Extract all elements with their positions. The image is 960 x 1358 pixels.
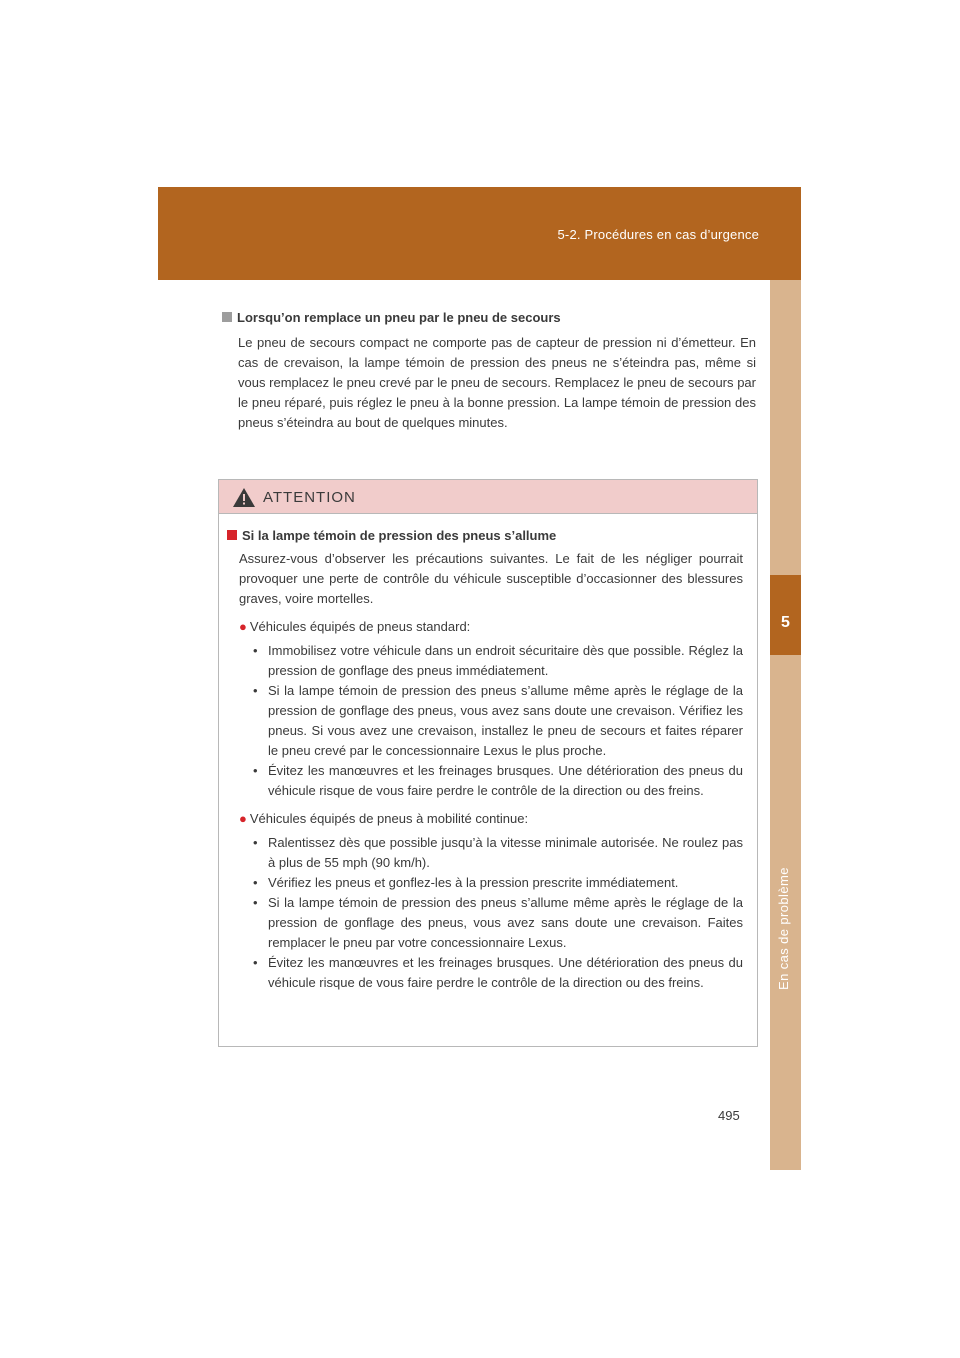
list-item: • Vérifiez les pneus et gonflez-les à la pression prescrite immédiatement. [251, 873, 743, 893]
group-heading-standard [239, 617, 743, 637]
attention-header [219, 480, 757, 514]
list-item: • Si la lampe témoin de pression des pneus s’allume même après le réglage de la pression de gonflage des pneus, vous avez sans doute une crevaison. Vérifiez les pneus. Si vous avez une crevaison, installez le pneu de secours et faites réparer le pneu crevé par le concessionnaire Lexus le plus proche. [251, 681, 743, 761]
red-dot-icon: ● [239, 811, 247, 826]
header-band [158, 187, 801, 280]
side-strip [770, 280, 801, 1170]
section-title: 5-2. Procédures en cas d’urgence [557, 227, 759, 242]
note-body: Le pneu de secours compact ne comporte pas de capteur de pression ni d’émetteur. En cas de crevaison, la lampe témoin de pression des pneus ne s’éteindra pas, même si vous remplacez le pneu crevé par le pneu de secours. Remplacez le pneu de secours par le pneu réparé, puis réglez le pneu à la bonne pression. La lampe témoin de pression des pneus s’éteindra au bout de quelques minutes. [238, 335, 756, 430]
group-heading-text: Véhicules équipés de pneus à mobilité continue: [249, 811, 529, 826]
red-dot-icon: ● [239, 619, 247, 634]
page-number: 495 [718, 1108, 740, 1123]
note-section [222, 310, 756, 433]
attention-title: ATTENTION [263, 489, 356, 506]
note-heading-text: Lorsqu’on remplace un pneu par le pneu de secours [237, 310, 561, 325]
list-item: • Ralentissez dès que possible jusqu’à la vitesse minimale autorisée. Ne roulez pas à plus de 55 mph (90 km/h). [251, 833, 743, 873]
attention-body [219, 514, 757, 993]
red-square-icon [227, 530, 237, 540]
list-item: • Évitez les manœuvres et les freinages brusques. Une détérioration des pneus du véhicule risque de vous faire perdre le contrôle de la direction ou des freins. [251, 761, 743, 801]
note-heading [222, 310, 756, 325]
chapter-label: En cas de problème [776, 867, 791, 991]
warning-triangle-icon [232, 487, 256, 508]
list-item: • Évitez les manœuvres et les freinages brusques. Une détérioration des pneus du véhicule risque de vous faire perdre le contrôle de la direction ou des freins. [251, 953, 743, 993]
chapter-tab [770, 575, 801, 655]
list-item: • Si la lampe témoin de pression des pneus s’allume même après le réglage de la pression de gonflage des pneus, vous avez sans doute une crevaison. Faites remplacer le pneu par votre concessionnaire Lexus. [251, 893, 743, 953]
bullet-list-runflat [251, 833, 743, 993]
attention-subheading [227, 528, 743, 543]
group-heading-runflat [239, 809, 743, 829]
gray-square-icon [222, 312, 232, 322]
chapter-number: 5 [781, 614, 790, 631]
attention-box [218, 479, 758, 1047]
attention-subheading-text: Si la lampe témoin de pression des pneus s’allume [242, 528, 557, 543]
list-item: • Immobilisez votre véhicule dans un endroit sécuritaire dès que possible. Réglez la pression de gonflage des pneus immédiatement. [251, 641, 743, 681]
attention-intro: Assurez-vous d’observer les précautions suivantes. Le fait de les négliger pourrait provoquer une perte de contrôle du véhicule susceptible d’occasionner des blessures graves, voire mortelles. [239, 551, 743, 606]
group-heading-text: Véhicules équipés de pneus standard: [249, 619, 471, 634]
bullet-list-standard [251, 641, 743, 801]
